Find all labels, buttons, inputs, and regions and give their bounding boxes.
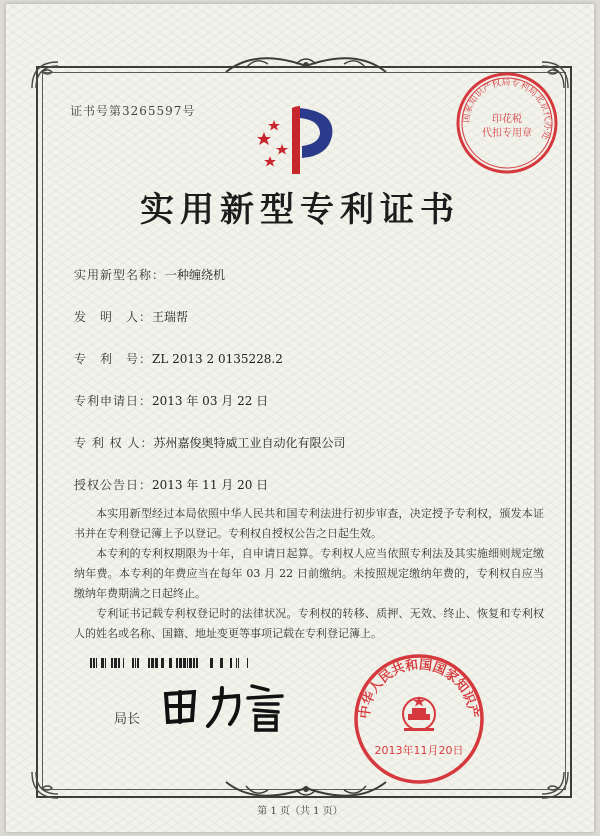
top-seal-line-2: 代扣专用章 bbox=[482, 128, 532, 139]
paragraph-grant: 本实用新型经过本局依照中华人民共和国专利法进行初步审查，决定授予专利权，颁发本证书并在专利登记簿上予以登记。专利权自授权公告之日起生效。 bbox=[74, 507, 544, 540]
stamp-duty-seal bbox=[454, 70, 560, 176]
field-patent-number: 专 利 号：ZL 2013 2 0135228.2 bbox=[74, 352, 283, 366]
patent-office-logo bbox=[252, 100, 342, 180]
paragraph-term: 本专利的专利权期限为十年，自申请日起算。专利权人应当依照专利法及其实施细则规定缴纳年费。本专利的年费应当在每年 03 月 22 日前缴纳。未按照规定缴纳年费的，专利权自应当缴纳年费期满之日起终止。 bbox=[74, 547, 544, 600]
corner-ornament bbox=[28, 768, 62, 802]
certificate-title: 实用新型专利证书 bbox=[140, 190, 460, 230]
corner-ornament bbox=[28, 58, 62, 92]
official-seal bbox=[352, 652, 486, 786]
corner-ornament bbox=[538, 768, 572, 802]
top-seal-line-1: 印花税 bbox=[492, 114, 522, 125]
paragraph-legal-status: 专利证书记载专利权登记时的法律状况。专利权的转移、质押、无效、终止、恢复和专利权人的姓名或名称、国籍、地址变更等事项记载在专利登记簿上。 bbox=[74, 607, 544, 640]
certificate-body bbox=[74, 504, 544, 644]
bottom-seal-ring-text: 中华人民共和国国家知识产 bbox=[357, 657, 481, 720]
top-scroll-ornament bbox=[216, 48, 396, 78]
bottom-seal-date: 2013年11月20日 bbox=[374, 744, 464, 757]
top-seal-ring-text: 国家知识产权局专利局北京代办处 bbox=[461, 77, 553, 141]
field-application-date: 专利申请日：2013 年 03 月 22 日 bbox=[74, 394, 269, 408]
page-footer: 第 1 页（共 1 页） bbox=[257, 806, 343, 817]
certificate-number: 证书号第3265597号 bbox=[70, 104, 196, 118]
field-grant-date: 授权公告日：2013 年 11 月 20 日 bbox=[74, 478, 269, 492]
field-inventor: 发 明 人：王瑞帮 bbox=[74, 310, 189, 324]
certificate-paper bbox=[6, 4, 594, 832]
barcode bbox=[90, 653, 266, 663]
field-patentee: 专 利 权 人：苏州嘉俊奥特威工业自动化有限公司 bbox=[74, 436, 346, 450]
director-signature bbox=[156, 676, 306, 736]
director-label: 局长 bbox=[114, 712, 141, 727]
field-utility-name: 实用新型名称：一种缠绕机 bbox=[74, 268, 226, 282]
